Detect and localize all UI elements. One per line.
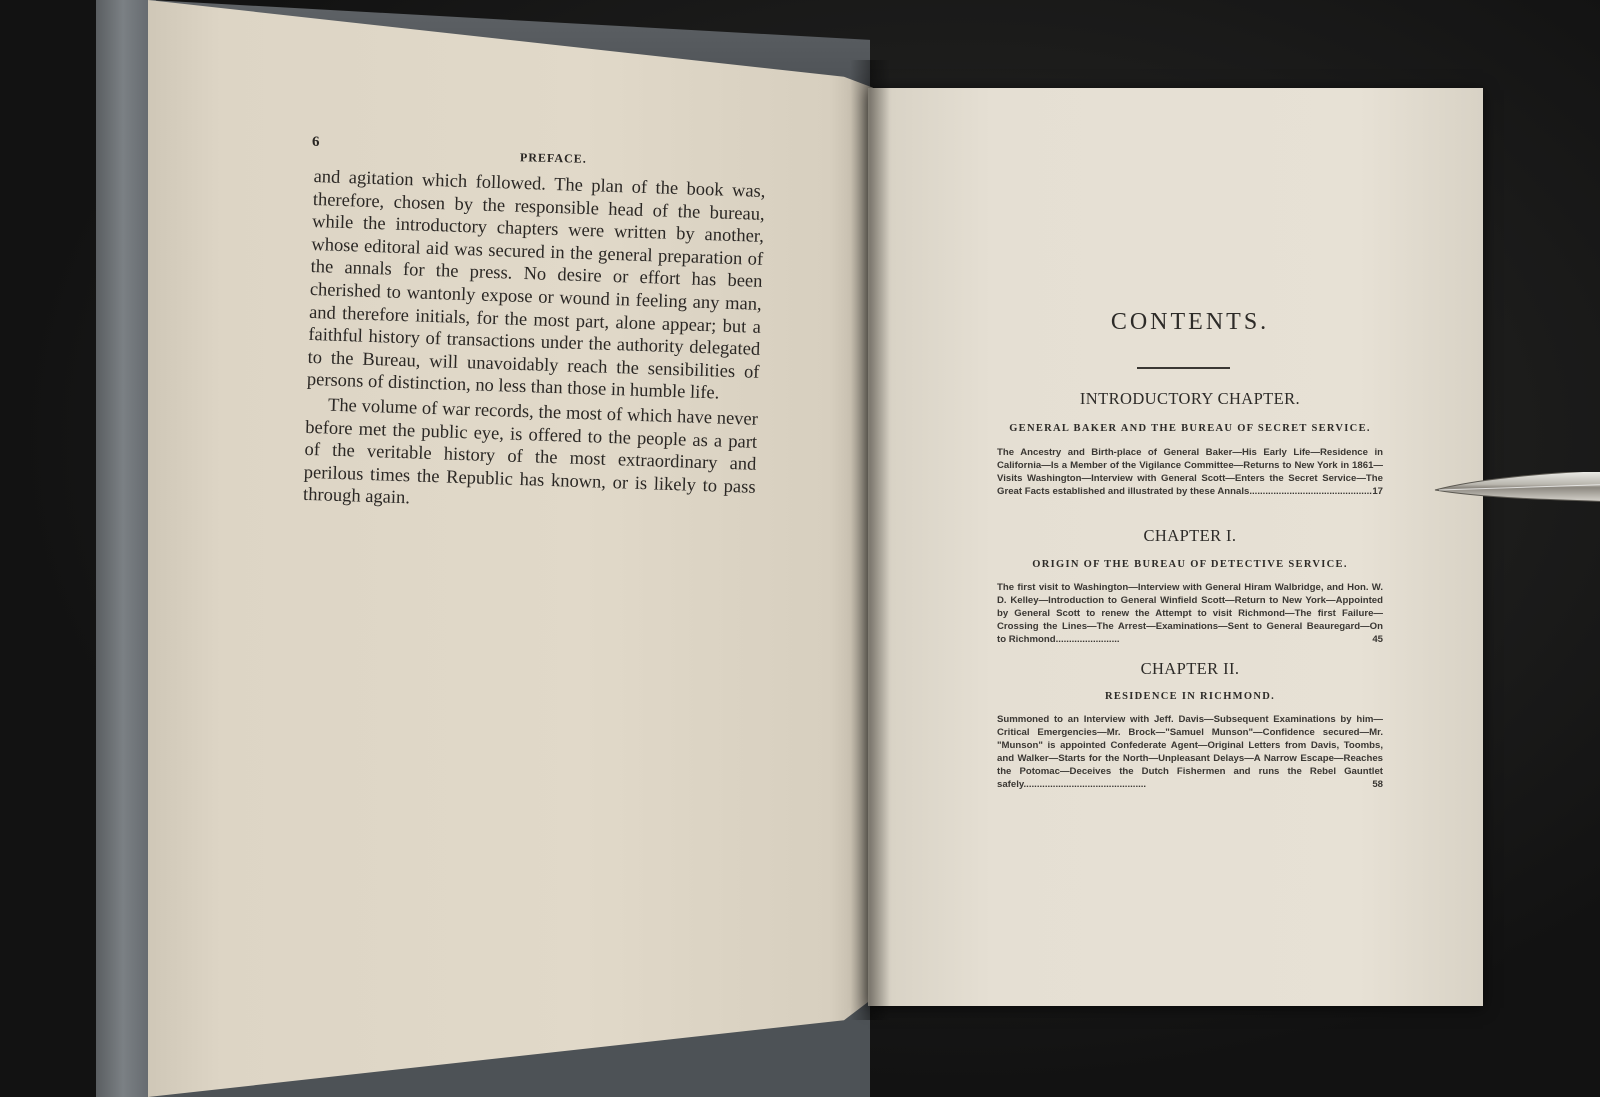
chapter-description-intro [997,446,1383,498]
preface-paragraph-1: and agitation which followed. The plan of the book was, therefore, chosen by the responsible head of the bureau, while the introductory chapters were written by another, whose editoral aid was secured in the general preparation of the annals for the press. No desire or effort has been cherished to wantonly expose or wound in feeling any man, and therefore initials, for the most part, alone appear; but a faithful history of transactions under the authority delegated to the Bureau, will unavoidably reach the sensibilities of persons of distinction, no less than those in humble life. [306,166,766,404]
chapter-description-1 [997,581,1383,646]
chapter-description-text: The Ancestry and Birth-place of General Baker—His Early Life—Residence in California—Is a Member of the Vigilance Committee—Returns to New York in 1861—Visits Washington—Interview with General Scott—Enters the Secret Service—The Great Facts established and illustrated by these Annals.............................................. [997,447,1383,497]
chapter-subtitle-1: ORIGIN OF THE BUREAU OF DETECTIVE SERVICE. [1032,559,1348,570]
chapter-page-number: 58 [1372,779,1383,790]
contents-title: CONTENTS. [1110,309,1270,335]
chapter-title-intro: INTRODUCTORY CHAPTER. [1079,389,1301,408]
chapter-description-text: The first visit to Washington—Interview with General Hiram Walbridge, and Hon. W. D. Kelley—Introduction to General Winfield Scott—Return to New York—Appointed by General Scott to renew the Attempt to visit Richmond—The first Failure—Crossing the Lines—The Arrest—Examinations—Sent to General Beauregard—On to Richmond........................ [997,582,1383,645]
title-rule [1137,367,1230,369]
chapter-page-number: 17 [1372,486,1383,497]
chapter-description-text: Summoned to an Interview with Jeff. Davis—Subsequent Examinations by him—Critical Emergencies—Mr. Brock—"Samuel Munson"—Confidence secured—Mr. "Munson" is appointed Confederate Agent—Original Letters from Davis, Toombs, and Walker—Starts for the North—Unpleasant Delays—A Narrow Escape—Reaches the Potomac—Deceives the Dutch Fishermen and runs the Rebel Gauntlet safely.............................................. [997,714,1383,790]
chapter-title-2: CHAPTER II. [1140,659,1240,678]
chapter-description-2 [997,713,1383,791]
chapter-page-number: 45 [1372,634,1383,645]
preface-text [303,166,766,522]
book-gutter [850,60,890,1020]
right-page [868,88,1483,1006]
chapter-subtitle-intro: GENERAL BAKER AND THE BUREAU OF SECRET SERVICE. [1009,423,1371,434]
chapter-subtitle-2: RESIDENCE IN RICHMOND. [1104,691,1276,702]
left-page [148,0,873,1097]
book-cover-edge [96,0,156,1097]
chapter-title-1: CHAPTER I. [1143,526,1237,545]
running-head: PREFACE. [519,150,587,166]
preface-paragraph-2: The volume of war records, the most of which have never before met the public eye, is offered to the people as a part of the veritable history of the most extraordinary and perilous times the Republic has known, or is likely to pass through again. [302,395,759,509]
letter-opener [1433,472,1600,520]
page-number: 6 [312,134,320,150]
